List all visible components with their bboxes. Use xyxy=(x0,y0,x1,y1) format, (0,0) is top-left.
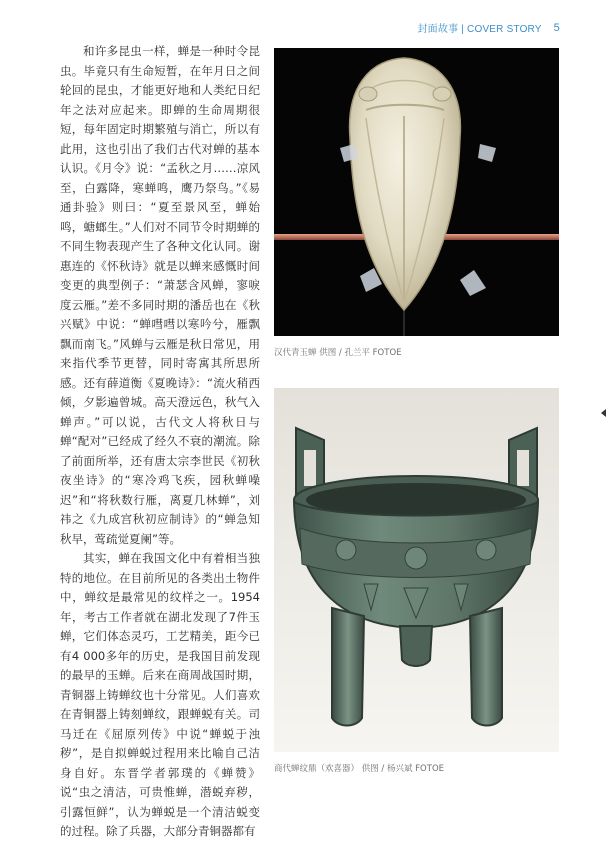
bronze-ding-photo xyxy=(274,388,559,752)
section-title: 封面故事 | COVER STORY xyxy=(417,24,542,35)
page-header xyxy=(417,20,560,35)
article-paragraph: 其实，蝉在我国文化中有着相当独特的地位。在目前所见的各类出土物件中，蝉纹是最常见的纹样之一。1954年，考古工作者就在湖北发现了7件玉蝉，它们体态灵巧，工艺精美，距今已有4 000多年的历史，是我国目前发现的最早的玉蝉。后来在商周战国时期，青铜器上铸蝉纹也十分常见。人们喜欢在青铜器上铸刻蝉纹，跟蝉蜕有关。司马迁在《屈原列传》中说“蝉蜕于浊秽”，是自拟蝉蜕过程用来比喻自己洁身自好。东晋学者郭璞的《蝉赞》说“虫之清洁，可贵惟蝉，潜蜕弃秽，引露恒鲜”，认为蝉蜕是一个清洁蜕变的过程。除了兵器，大部分青铜器都有 xyxy=(60,551,260,838)
page-edge-marker xyxy=(601,409,606,417)
bronze-ding-illustration xyxy=(274,388,559,752)
article-paragraph: 和许多昆虫一样，蝉是一种时令昆虫。毕竟只有生命短暂，在年月日之间轮回的昆虫，才能更好地和人类纪日纪年之法对应起来。即蝉的生命周期很短，每年固定时期繁殖与消亡，所以有此用，这也引出了我们古代对蝉的基本认识。《月令》说：“孟秋之月……凉风至，白露降，寒蝉鸣，鹰乃祭鸟。”《易通卦验》则曰：“夏至景风至，蝉始鸣，螗螂生。”人们对不同节令时期蝉的不同生物表现产生了各种文化认同。谢惠连的《怀秋诗》就是以蝉来感慨时间变更的典型例子：“萧瑟含风蝉，寥唳度云雁。”差不多同时期的潘岳也在《秋兴赋》中说：“蝉嘒嘒以寒吟兮，雁飘飘而南飞。”风蝉与云雁是秋日常见，用来指代季节更替，同时寄寓其所思所感。还有薛道衡《夏晚诗》：“流火稍西倾，夕影遍曾城。高天澄远色，秋气入蝉声。”可以说，古代文人将秋日与蝉“配对”已经成了经久不衰的潮流。除了前面所举，还有唐太宗李世民《初秋夜坐诗》的“寒冷鸡飞疾，园秋蝉噪迟”和“将秋数行雁，离夏几林蝉”，刘祎之《九成宫秋初应制诗》的“蝉急知秋早，莺疏觉夏阑”等。 xyxy=(60,44,260,546)
page-number: 5 xyxy=(553,21,560,34)
article-body xyxy=(60,42,260,842)
photo-caption: 汉代青玉蝉 供图 / 孔兰平 FOTOE xyxy=(274,348,402,358)
jade-cicada-photo xyxy=(274,48,559,336)
jade-cicada-illustration xyxy=(274,48,559,336)
photo-caption: 商代蝉纹鼎（欢喜器） 供图 / 杨兴斌 FOTOE xyxy=(274,764,445,774)
